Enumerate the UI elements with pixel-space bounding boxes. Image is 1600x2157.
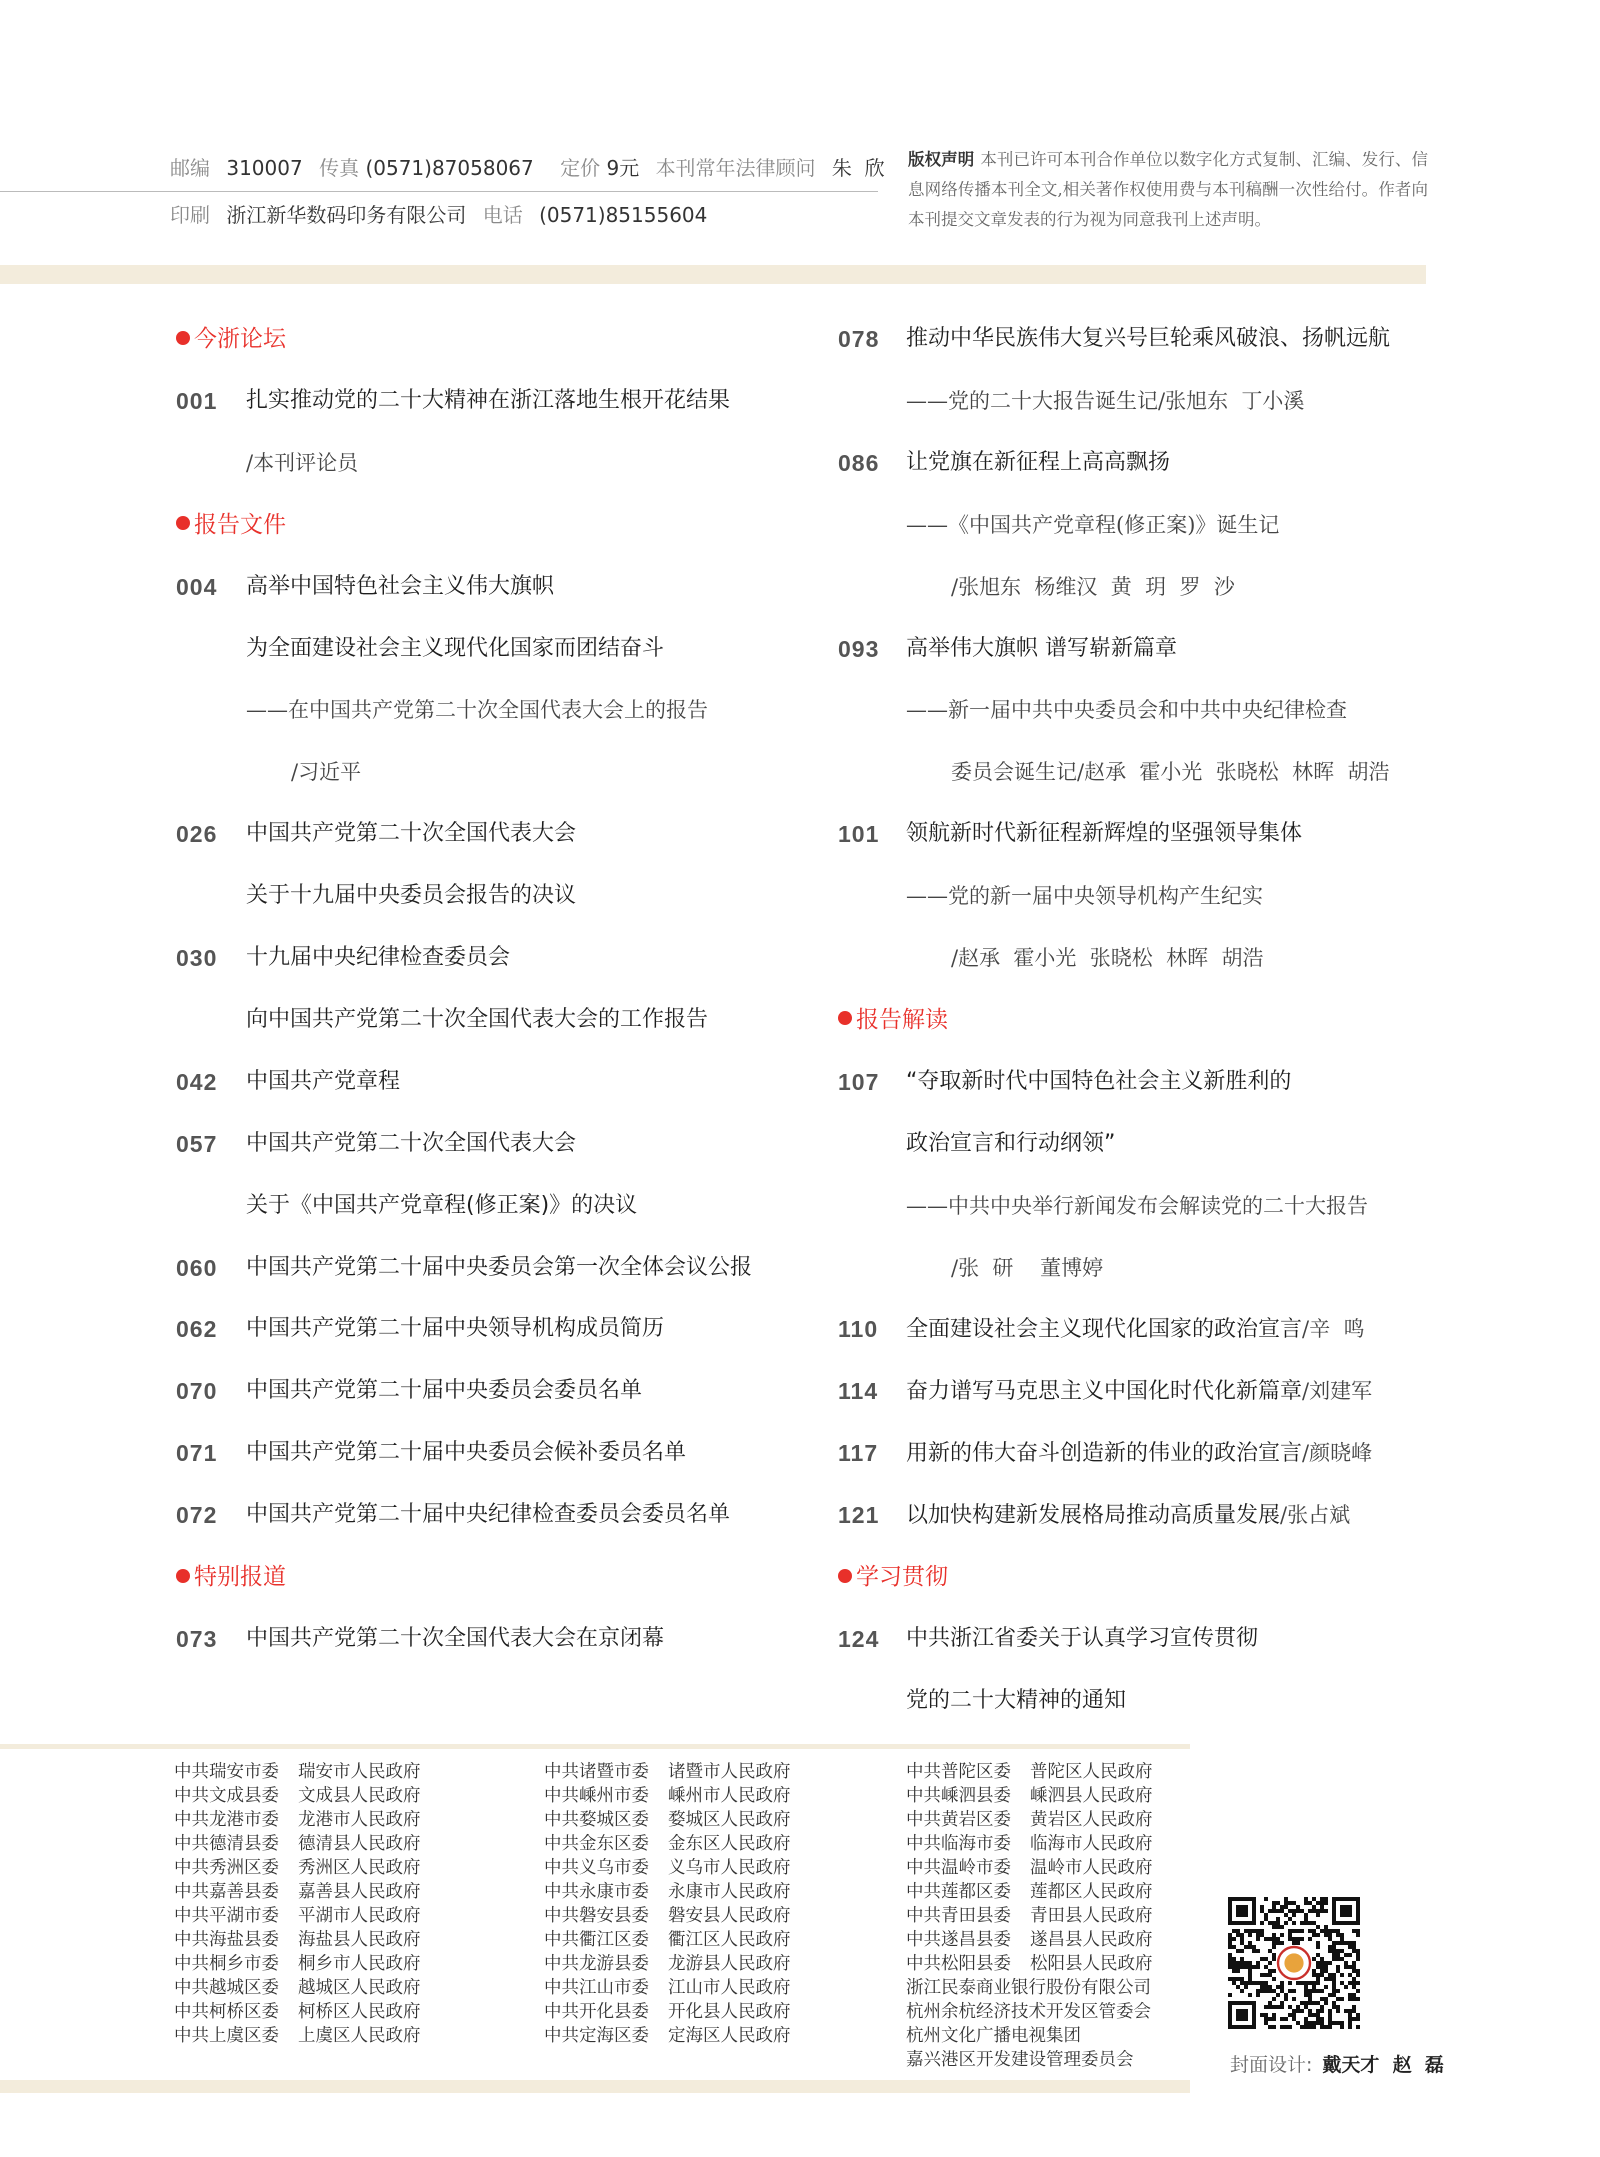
- sponsor-column-2: [544, 1760, 791, 2048]
- sponsor-party-committee: 中共瑞安市委: [174, 1762, 279, 1782]
- sponsor-government: 海盐县人民政府: [298, 1930, 421, 1950]
- toc-page-number: 117: [838, 1440, 879, 1467]
- toc-section-heading: [838, 1560, 948, 1594]
- toc-entry-title: 让党旗在新征程上高高飘扬: [906, 449, 1171, 475]
- sponsor-government: 开化县人民政府: [668, 2002, 791, 2022]
- toc-entry-title-continued: 政治宣言和行动纲领”: [906, 1130, 1116, 1156]
- sponsor-government: 磐安县人民政府: [668, 1906, 791, 1926]
- sponsor-column-1: [174, 1760, 421, 2048]
- sponsor-government: 龙游县人民政府: [668, 1954, 791, 1974]
- bullet-dot-icon: [176, 331, 190, 345]
- sponsor-party-committee: 中共莲都区委: [906, 1882, 1011, 1902]
- sponsor-party-committee: 中共婺城区委: [544, 1810, 649, 1830]
- sponsor-government: 黄岩区人民政府: [1030, 1810, 1153, 1830]
- toc-entry-title: 中国共产党第二十届中央委员会候补委员名单: [246, 1440, 687, 1466]
- printer: 浙江新华数码印务有限公司: [226, 203, 467, 227]
- toc-entry-title: 中国共产党第二十届中央委员会委员名单: [246, 1378, 643, 1404]
- sponsor-government: 嵊泗县人民政府: [1030, 1786, 1153, 1806]
- sponsor-party-committee: 中共普陀区委: [906, 1762, 1011, 1782]
- sponsor-row: [906, 1832, 1153, 1856]
- toc-entry-author: /颜晓峰: [1302, 1441, 1373, 1466]
- sponsor-party-committee: 中共嵊泗县委: [906, 1786, 1011, 1806]
- toc-entry-title: 推动中华民族伟大复兴号巨轮乘风破浪、扬帆远航: [906, 326, 1391, 351]
- sponsor-government: 平湖市人民政府: [298, 1906, 421, 1926]
- toc-page-number: 124: [838, 1625, 880, 1652]
- postcode: 310007: [226, 156, 303, 180]
- sponsor-government: 温岭市人民政府: [1030, 1858, 1153, 1878]
- toc-entry-author: /张占斌: [1280, 1503, 1351, 1528]
- sponsor-row: [544, 1880, 791, 1904]
- toc-page-number: 001: [176, 387, 218, 414]
- sponsor-government: 莲都区人民政府: [1030, 1882, 1153, 1902]
- copyright-title: 版权声明: [908, 150, 975, 169]
- sponsor-government: 普陀区人民政府: [1030, 1762, 1153, 1782]
- sponsor-row: [906, 1808, 1153, 1832]
- sponsor-party-committee: 中共诸暨市委: [544, 1762, 649, 1782]
- toc-entry-subtitle: ——党的二十大报告诞生记/张旭东 丁小溪: [906, 388, 1305, 413]
- sponsor-party-committee: 中共海盐县委: [174, 1930, 279, 1950]
- sponsor-row: [174, 1952, 421, 1976]
- toc-entry-title: 中国共产党第二十次全国代表大会: [246, 1130, 577, 1156]
- sponsor-row: [174, 1976, 421, 2000]
- sponsor-party-committee: 中共德清县委: [174, 1834, 279, 1854]
- toc-page-number: 004: [176, 573, 218, 600]
- toc-page-number: 121: [838, 1502, 880, 1529]
- cover-design-credit: [1230, 2050, 1444, 2077]
- sponsor-government: 松阳县人民政府: [1030, 1954, 1153, 1974]
- toc-entry-subtitle: ——党的新一届中央领导机构产生纪实: [906, 884, 1263, 909]
- sponsor-organization: 嘉兴港区开发建设管理委员会: [906, 2050, 1134, 2070]
- sponsor-government: 文成县人民政府: [298, 1786, 421, 1806]
- toc-page-number: 107: [838, 1068, 880, 1095]
- sponsor-row: [544, 1760, 791, 1784]
- toc-section-heading: [176, 1560, 286, 1594]
- sponsor-government: 衢江区人民政府: [668, 1930, 791, 1950]
- sponsor-row: [174, 1784, 421, 1808]
- bullet-dot-icon: [176, 1569, 190, 1583]
- toc-entry-title-continued: 为全面建设社会主义现代化国家而团结奋斗: [246, 635, 665, 661]
- sponsor-government: 义乌市人民政府: [668, 1858, 791, 1878]
- sponsor-government: 德清县人民政府: [298, 1834, 421, 1854]
- sponsor-party-committee: 中共磐安县委: [544, 1906, 649, 1926]
- sponsor-government: 上虞区人民政府: [298, 2026, 421, 2046]
- toc-entry-title: 全面建设社会主义现代化国家的政治宣言/辛 鸣: [906, 1317, 1365, 1343]
- sponsor-row: [174, 1808, 421, 1832]
- toc-section-label: 今浙论坛: [194, 326, 286, 352]
- sponsor-party-committee: 中共桐乡市委: [174, 1954, 279, 1974]
- toc-entry-title: 扎实推动党的二十大精神在浙江落地生根开花结果: [246, 387, 731, 413]
- toc-entry-author: /赵承 霍小光 张晓松 林晖 胡浩: [951, 946, 1264, 970]
- sponsor-row: [544, 1904, 791, 1928]
- toc-entry-title: 中国共产党第二十次全国代表大会在京闭幕: [246, 1625, 665, 1651]
- sponsor-band-top: [0, 1744, 1190, 1749]
- toc-page-number: 110: [838, 1316, 879, 1343]
- sponsor-row: [906, 1952, 1153, 1976]
- bullet-dot-icon: [176, 516, 190, 530]
- sponsor-row: [544, 2024, 791, 2048]
- sponsor-row: [906, 1760, 1153, 1784]
- sponsor-party-committee: 中共青田县委: [906, 1906, 1011, 1926]
- sponsor-party-committee: 中共定海区委: [544, 2026, 649, 2046]
- sponsor-government: 嘉善县人民政府: [298, 1882, 421, 1902]
- sponsor-row: [174, 1856, 421, 1880]
- sponsor-party-committee: 中共义乌市委: [544, 1858, 649, 1878]
- toc-entry-author: /习近平: [291, 760, 362, 785]
- sponsor-party-committee: 中共秀洲区委: [174, 1858, 279, 1878]
- sponsor-party-committee: 中共永康市委: [544, 1882, 649, 1902]
- sponsor-government: 永康市人民政府: [668, 1882, 791, 1902]
- copyright-notice: [908, 145, 1428, 235]
- sponsor-row: [906, 1784, 1153, 1808]
- toc-section-label: 学习贯彻: [856, 1564, 948, 1590]
- sponsor-party-committee: 中共上虞区委: [174, 2026, 279, 2046]
- sponsor-government: 诸暨市人民政府: [668, 1762, 791, 1782]
- sponsor-row: [906, 1928, 1153, 1952]
- sponsor-government: 嵊州市人民政府: [668, 1786, 791, 1806]
- sponsor-row: [906, 1856, 1153, 1880]
- sponsor-party-committee: 中共柯桥区委: [174, 2002, 279, 2022]
- toc-section-label: 报告解读: [856, 1006, 948, 1033]
- sponsor-party-committee: 中共温岭市委: [906, 1858, 1011, 1878]
- toc-entry-title: 以加快构建新发展格局推动高质量发展/张占斌: [906, 1503, 1351, 1529]
- top-band: [0, 265, 1426, 284]
- lawyer-label: 本刊常年法律顾问: [655, 156, 816, 180]
- bullet-dot-icon: [838, 1569, 852, 1583]
- sponsor-party-committee: 中共嵊州市委: [544, 1786, 649, 1806]
- toc-page-number: 072: [176, 1502, 218, 1529]
- toc-entry-title-continued: 关于《中国共产党章程(修正案)》的决议: [246, 1192, 638, 1218]
- toc-page-number: 114: [838, 1378, 879, 1405]
- toc-page-number: 042: [176, 1068, 218, 1095]
- toc-page-number: 101: [838, 821, 880, 848]
- phone: (0571)85155604: [539, 203, 708, 227]
- toc-entry-title: 用新的伟大奋斗创造新的伟业的政治宣言/颜晓峰: [906, 1441, 1373, 1467]
- toc-section-heading: [838, 1003, 948, 1037]
- toc-entry-subtitle: ——新一届中共中央委员会和中共中央纪律检查: [906, 698, 1347, 723]
- toc-page-number: 057: [176, 1130, 218, 1157]
- toc-entry-author: 委员会诞生记/赵承 霍小光 张晓松 林晖 胡浩: [951, 760, 1390, 785]
- toc-section-label: 报告文件: [194, 511, 286, 538]
- sponsor-party-committee: 中共金东区委: [544, 1834, 649, 1854]
- sponsor-row: [906, 1904, 1153, 1928]
- sponsor-party-committee: 中共文成县委: [174, 1786, 279, 1806]
- sponsor-row: [174, 2024, 421, 2048]
- sponsor-column-3: [906, 1760, 1153, 2072]
- sponsor-row: [544, 1928, 791, 1952]
- sponsor-party-committee: 中共遂昌县委: [906, 1930, 1011, 1950]
- toc-entry-author: /刘建军: [1302, 1379, 1373, 1404]
- toc-entry-title: 高举伟大旗帜 谱写崭新篇章: [906, 635, 1177, 661]
- toc-entry-title: 中共浙江省委关于认真学习宣传贯彻: [906, 1625, 1259, 1651]
- price: 9元: [606, 156, 640, 180]
- toc-entry-title: 领航新时代新征程新辉煌的坚强领导集体: [906, 821, 1303, 847]
- sponsor-government: 桐乡市人民政府: [298, 1954, 421, 1974]
- toc-entry-title: 奋力谱写马克思主义中国化时代化新篇章/刘建军: [906, 1379, 1373, 1405]
- sponsor-party-committee: 中共平湖市委: [174, 1906, 279, 1926]
- lawyer: 朱 欣: [831, 156, 885, 180]
- toc-entry-author: /本刊评论员: [246, 450, 359, 475]
- bullet-dot-icon: [838, 1011, 852, 1025]
- phone-label: 电话: [482, 203, 523, 227]
- sponsor-row: [544, 1832, 791, 1856]
- toc-entry-title-continued: 向中国共产党第二十次全国代表大会的工作报告: [246, 1006, 709, 1032]
- toc-entry-title: 中国共产党第二十届中央委员会第一次全体会议公报: [246, 1254, 753, 1280]
- sponsor-organization: 杭州文化广播电视集团: [906, 2026, 1081, 2046]
- fax: (0571)87058067: [365, 156, 534, 180]
- toc-entry-author: /张 研 董博婷: [951, 1255, 1104, 1280]
- sponsor-row: [544, 1976, 791, 2000]
- toc-page-number: 071: [176, 1440, 218, 1467]
- toc-section-heading: [176, 508, 286, 542]
- sponsor-party-committee: 中共嘉善县委: [174, 1882, 279, 1902]
- header-divider: [0, 191, 878, 192]
- sponsor-party-committee: 中共黄岩区委: [906, 1810, 1011, 1830]
- toc-entry-title: 中国共产党第二十届中央领导机构成员简历: [246, 1316, 665, 1342]
- sponsor-row: [174, 2000, 421, 2024]
- sponsor-government: 瑞安市人民政府: [298, 1762, 421, 1782]
- sponsor-government: 婺城区人民政府: [668, 1810, 791, 1830]
- sponsor-row: [174, 1832, 421, 1856]
- toc-entry-author: /张旭东 杨维汉 黄 玥 罗 沙: [951, 574, 1235, 599]
- toc-entry-title: “夺取新时代中国特色社会主义新胜利的: [906, 1068, 1292, 1094]
- sponsor-party-committee: 中共松阳县委: [906, 1954, 1011, 1974]
- toc-entry-subtitle: ——中共中央举行新闻发布会解读党的二十大报告: [906, 1193, 1368, 1218]
- toc-entry-title-continued: 党的二十大精神的通知: [906, 1687, 1127, 1713]
- toc-entry-title: 十九届中央纪律检查委员会: [246, 945, 511, 970]
- sponsor-government: 越城区人民政府: [298, 1978, 421, 1998]
- sponsor-row: [174, 1880, 421, 1904]
- sponsor-row: [174, 1904, 421, 1928]
- toc-page-number: 026: [176, 821, 218, 848]
- sponsor-government: 龙港市人民政府: [298, 1810, 421, 1830]
- sponsor-party-committee: 中共临海市委: [906, 1834, 1011, 1854]
- price-label: 定价: [560, 156, 601, 180]
- toc-page-number: 078: [838, 326, 880, 352]
- copyright-text: 本刊已许可本刊合作单位以数字化方式复制、汇编、发行、信息网络传播本刊全文,相关著作权使用费与本刊稿酬一次性给付。作者向本刊提交文章发表的行为视为同意我刊上述声明。: [908, 150, 1429, 229]
- printer-label: 印刷: [170, 203, 210, 227]
- sponsor-row: [544, 1808, 791, 1832]
- toc-entry-title-continued: 关于十九届中央委员会报告的决议: [246, 883, 577, 909]
- sponsor-row: [544, 1784, 791, 1808]
- toc-entry-subtitle: ——《中国共产党章程(修正案)》诞生记: [906, 512, 1280, 537]
- toc-entry-title: 中国共产党第二十次全国代表大会: [246, 821, 577, 847]
- toc-page-number: 093: [838, 635, 880, 662]
- toc-entry-subtitle: ——在中国共产党第二十次全国代表大会上的报告: [246, 698, 708, 723]
- postcode-label: 邮编: [170, 156, 210, 180]
- sponsor-government: 金东区人民政府: [668, 1834, 791, 1854]
- sponsor-government: 临海市人民政府: [1030, 1834, 1153, 1854]
- sponsor-row: [544, 1952, 791, 1976]
- sponsor-party-committee: 中共开化县委: [544, 2002, 649, 2022]
- cover-names: 戴天才 赵 磊: [1322, 2054, 1444, 2076]
- toc-entry-title: 中国共产党第二十届中央纪律检查委员会委员名单: [246, 1502, 731, 1528]
- sponsor-row: [544, 2000, 791, 2024]
- toc-page-number: 062: [176, 1316, 218, 1343]
- toc-section-label: 特别报道: [194, 1564, 286, 1590]
- sponsor-government: 遂昌县人民政府: [1030, 1930, 1153, 1950]
- header-row-2: [170, 202, 707, 228]
- sponsor-government: 柯桥区人民政府: [298, 2002, 421, 2022]
- sponsor-row: [544, 1856, 791, 1880]
- toc-page-number: 070: [176, 1378, 218, 1405]
- sponsor-party-committee: 中共越城区委: [174, 1978, 279, 1998]
- sponsor-party-committee: 中共衢江区委: [544, 1930, 649, 1950]
- sponsor-party-committee: 中共龙游县委: [544, 1954, 649, 1974]
- cover-label: 封面设计:: [1230, 2054, 1313, 2076]
- toc-entry-title: 高举中国特色社会主义伟大旗帜: [246, 573, 555, 599]
- qr-code-icon: [1228, 1897, 1360, 2029]
- toc-page-number: 086: [838, 449, 880, 476]
- sponsor-government: 定海区人民政府: [668, 2026, 791, 2046]
- toc-entry-author: /辛 鸣: [1302, 1317, 1365, 1342]
- fax-label: 传真: [319, 156, 360, 180]
- sponsor-organization: 浙江民泰商业银行股份有限公司: [906, 1978, 1151, 1998]
- toc-section-heading: [176, 322, 286, 356]
- sponsor-government: 青田县人民政府: [1030, 1906, 1153, 1926]
- sponsor-party-committee: 中共龙港市委: [174, 1810, 279, 1830]
- sponsor-row: [174, 1928, 421, 1952]
- toc-page-number: 073: [176, 1625, 218, 1652]
- sponsor-government: 秀洲区人民政府: [298, 1858, 421, 1878]
- sponsor-band-bottom: [0, 2080, 1190, 2093]
- sponsor-row: [906, 1880, 1153, 1904]
- toc-page-number: 060: [176, 1254, 218, 1281]
- toc-entry-title: 中国共产党章程: [246, 1068, 401, 1094]
- header-row-1: [170, 155, 885, 181]
- sponsor-party-committee: 中共江山市委: [544, 1978, 649, 1998]
- sponsor-row: [174, 1760, 421, 1784]
- toc-page-number: 030: [176, 945, 218, 971]
- sponsor-organization: 杭州余杭经济技术开发区管委会: [906, 2002, 1151, 2022]
- sponsor-government: 江山市人民政府: [668, 1978, 791, 1998]
